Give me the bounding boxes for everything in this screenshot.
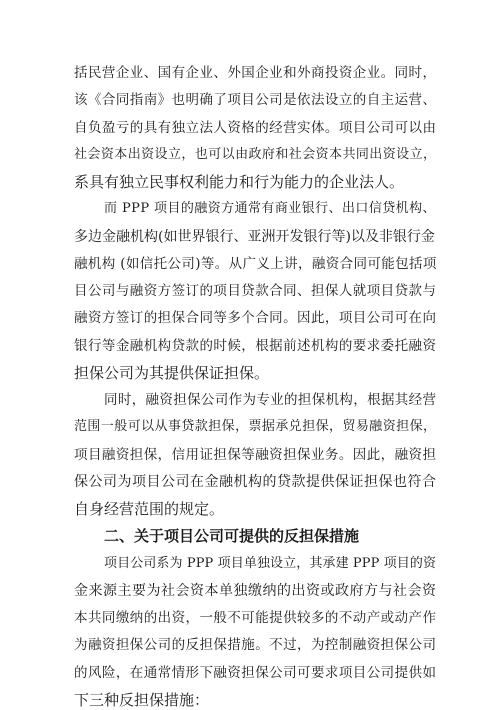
paragraph-line: 下三种反担保措施： [74, 691, 210, 709]
paragraph-line: 项目公司系为 PPP 项目单独设立，其承建 PPP 项目的资 [104, 556, 437, 571]
paragraph-line: 社会资本出资设立，也可以由政府和社会资本共同出资设立， [74, 147, 437, 162]
paragraph-line: 范围一般可以从事贷款担保，票据承兑担保，贸易融资担保， [74, 419, 437, 434]
paragraph-line: 系具有独立民事权利能力和行为能力的企业法人。 [74, 173, 405, 191]
paragraph-line: 自负盈亏的具有独立法人资格的经营实体。项目公司可以由 [74, 120, 437, 136]
paragraph-line: 目公司与融资方签订的项目贷款合同、担保人就项目贷款与 [74, 283, 437, 299]
paragraph-line: 该《合同指南》也明确了项目公司是依法设立的自主运营、 [74, 92, 437, 108]
paragraph-line: 项目融资担保，信用证担保等融资担保业务。因此，融资担 [74, 447, 437, 463]
paragraph-line: 保公司为项目公司在金融机构的贷款提供保证担保也符合 [74, 474, 437, 490]
paragraph-line: 而 PPP 项目的融资方通常有商业银行、出口信贷机构、 [104, 201, 436, 216]
paragraph-line: 担保公司为其提供保证担保。 [74, 364, 270, 382]
section-heading: 二、关于项目公司可提供的反担保措施 [104, 527, 360, 545]
paragraph-line: 括民营企业、国有企业、外国企业和外商投资企业。同时， [74, 65, 437, 81]
paragraph-line: 同时，融资担保公司作为专业的担保机构，根据其经营 [104, 392, 437, 408]
paragraph-line: 银行等金融机构贷款的时候，根据前述机构的要求委托融资 [74, 338, 437, 354]
paragraph-line: 自身经营范围的规定。 [74, 500, 225, 518]
paragraph-line: 的风险，在通常情形下融资担保公司可要求项目公司提供如 [74, 665, 437, 681]
paragraph-line: 多边金融机构(如世界银行、亚洲开发银行等)以及非银行金 [74, 229, 435, 245]
paragraph-line: 为融资担保公司的反担保措施。不过，为控制融资担保公司 [74, 637, 437, 653]
paragraph-line: 本共同缴纳的出资，一般不可能提供较多的不动产或动产作 [74, 610, 437, 626]
paragraph-line: 融机构 (如信托公司)等。从广义上讲，融资合同可能包括项 [74, 256, 437, 272]
paragraph-line: 金来源主要为社会资本单独缴纳的出资或政府方与社会资 [74, 583, 437, 599]
paragraph-line: 融资方签订的担保合同等多个合同。因此，项目公司可在向 [74, 310, 437, 326]
